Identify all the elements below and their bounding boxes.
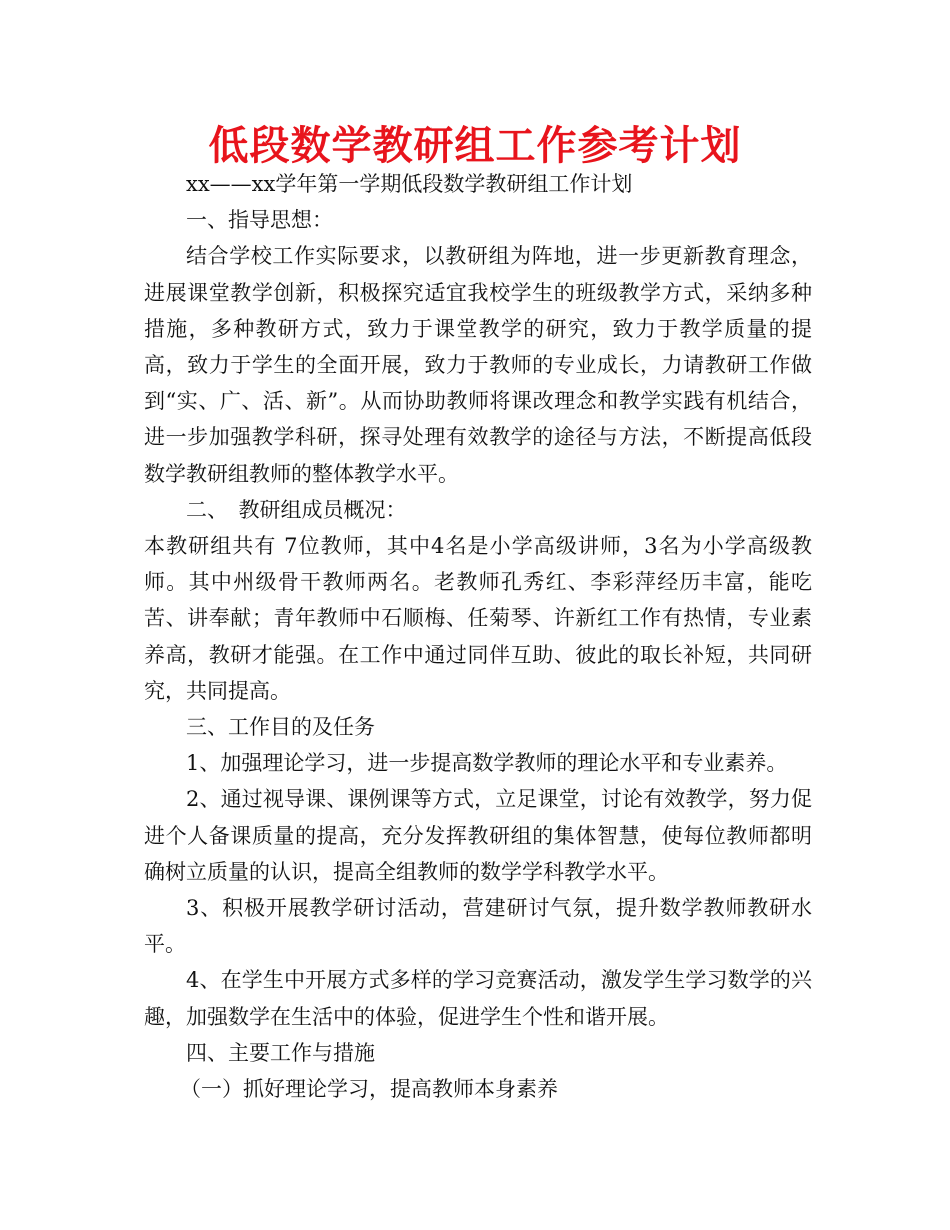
paragraph-members: 本教研组共有 7位教师，其中4名是小学高级讲师，3名为小学高级教师。其中州级骨干教师两名。老教师孔秀红、李彩萍经历丰富，能吃苦、讲奉献；青年教师中石顺梅、任菊琴、许新红工作有热情，专业素养高，教研才能强。在工作中通过同伴互助、彼此的取长补短，共同研究，共同提高。 bbox=[144, 534, 812, 703]
section-heading-guiding-thought: 一、指导思想： bbox=[186, 208, 333, 233]
goal-item-3: 3、积极开展教学研讨活动，营建研讨气氛，提升数学教师教研水平。 bbox=[144, 896, 812, 957]
subtitle-paragraph: xx——xx学年第一学期低段数学教研组工作计划 bbox=[186, 172, 633, 196]
section-heading-measures: 四、主要工作与措施 bbox=[186, 1040, 375, 1065]
paragraph-guiding-thought: 结合学校工作实际要求，以教研组为阵地，进一步更新教育理念，进展课堂教学创新，积极探究适宜我校学生的班级教学方式，采纳多种措施，多种教研方式，致力于课堂教学的研究，致力于教学质量的提高，致力于学生的全面开展，致力于教师的专业成长，力请教研工作做到“实、广、活、新”。从而协助教师将课改理念和教学实践有机结合，进一步加强教学科研，探寻处理有效教学的途径与方法，不断提高低段数学教研组教师的整体教学水平。 bbox=[144, 244, 812, 486]
goal-item-1: 1、加强理论学习，进一步提高数学教师的理论水平和专业素养。 bbox=[186, 751, 788, 776]
subsection-heading-theory: （一）抓好理论学习，提高教师本身素养 bbox=[180, 1077, 558, 1102]
goal-item-2: 2、通过视导课、课例课等方式，立足课堂，讨论有效教学，努力促进个人备课质量的提高，充分发挥教研组的集体智慧，使每位教师都明确树立质量的认识，提高全组教师的数学学科教学水平。 bbox=[144, 787, 812, 884]
section-heading-members: 二、 教研组成员概况： bbox=[186, 497, 407, 522]
goal-item-4: 4、在学生中开展方式多样的学习竞赛活动，激发学生学习数学的兴趣，加强数学在生活中的体验，促进学生个性和谐开展。 bbox=[144, 968, 812, 1029]
document-title: 低段数学教研组工作参考计划 bbox=[208, 123, 742, 169]
section-heading-goals: 三、工作目的及任务 bbox=[186, 715, 375, 740]
document-body bbox=[144, 166, 812, 1107]
